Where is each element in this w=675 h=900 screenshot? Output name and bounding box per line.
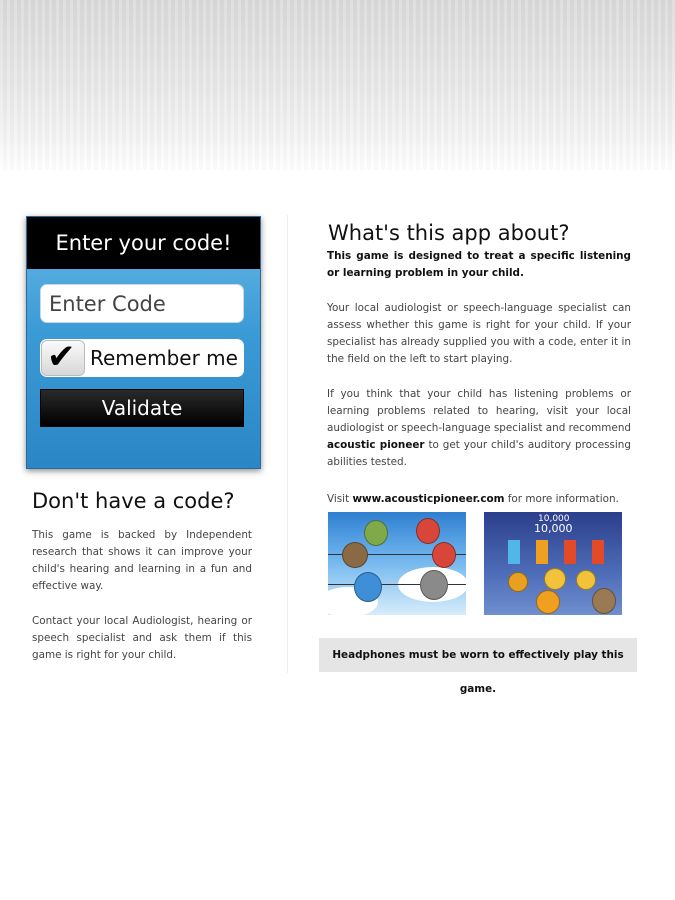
- bird-red: [432, 542, 456, 568]
- code-input[interactable]: [40, 284, 244, 323]
- about-paragraph-3-start: If you think that your child has listening problems or learning problems related to hearing, visit your local audiologist or speech-language specialist and recommend: [327, 388, 631, 434]
- bird-brown: [592, 588, 616, 614]
- game-screenshot-birds: [328, 512, 466, 615]
- banner-red: [564, 540, 576, 564]
- bird-grey: [420, 570, 448, 600]
- banner-orange: [536, 540, 548, 564]
- about-intro: This game is designed to treat a specific listening or learning problem in your child.: [327, 250, 631, 279]
- no-code-paragraph-1: This game is backed by Independent research that shows it can improve your child's hearing and learning in a fun and effective way.: [32, 529, 252, 592]
- bird-blue: [354, 572, 382, 602]
- about-paragraph-3-end: to get your child's auditory processing abilities tested.: [327, 439, 631, 468]
- no-code-title: Don't have a code?: [32, 489, 235, 513]
- column-divider: [287, 215, 288, 673]
- visit-prefix: Visit: [327, 493, 353, 505]
- score-main: 10,000: [534, 522, 573, 535]
- bird-orange: [536, 590, 560, 614]
- banner-red: [592, 540, 604, 564]
- login-panel: [26, 216, 261, 469]
- banner-blue: [508, 540, 520, 564]
- headphones-note: Headphones must be worn to effectively play this game.: [319, 638, 637, 672]
- bird-yellow: [576, 570, 596, 590]
- bird-green: [364, 520, 388, 546]
- bird-yellow: [544, 568, 566, 590]
- brand-name: acoustic pioneer: [327, 439, 425, 451]
- validate-button[interactable]: Validate: [40, 389, 244, 427]
- visit-line: [327, 491, 619, 508]
- checkmark-icon: ✔: [47, 337, 76, 377]
- about-paragraph-3: [327, 386, 631, 471]
- bird-orange: [508, 572, 528, 592]
- header-background: [0, 0, 675, 170]
- game-screenshot-banners: [484, 512, 622, 615]
- website-link[interactable]: www.acousticpioneer.com: [352, 493, 505, 505]
- remember-me-toggle[interactable]: [40, 339, 244, 377]
- visit-suffix: for more information.: [504, 493, 619, 505]
- about-title: What's this app about?: [328, 221, 570, 245]
- about-paragraph-2: Your local audiologist or speech-language specialist can assess whether this game is right for your child. If your specialist has already supplied you with a code, enter it in the field on the left to start playing.: [327, 302, 631, 365]
- remember-checkbox[interactable]: [41, 337, 85, 377]
- no-code-paragraph-2: Contact your local Audiologist, hearing or speech specialist and ask them if this game is right for your child.: [32, 615, 252, 661]
- bird-red: [416, 518, 440, 544]
- score-top: 10,000: [538, 514, 570, 524]
- remember-label: Remember me: [90, 346, 238, 370]
- login-heading: Enter your code!: [27, 217, 260, 269]
- bird-brown: [342, 542, 368, 568]
